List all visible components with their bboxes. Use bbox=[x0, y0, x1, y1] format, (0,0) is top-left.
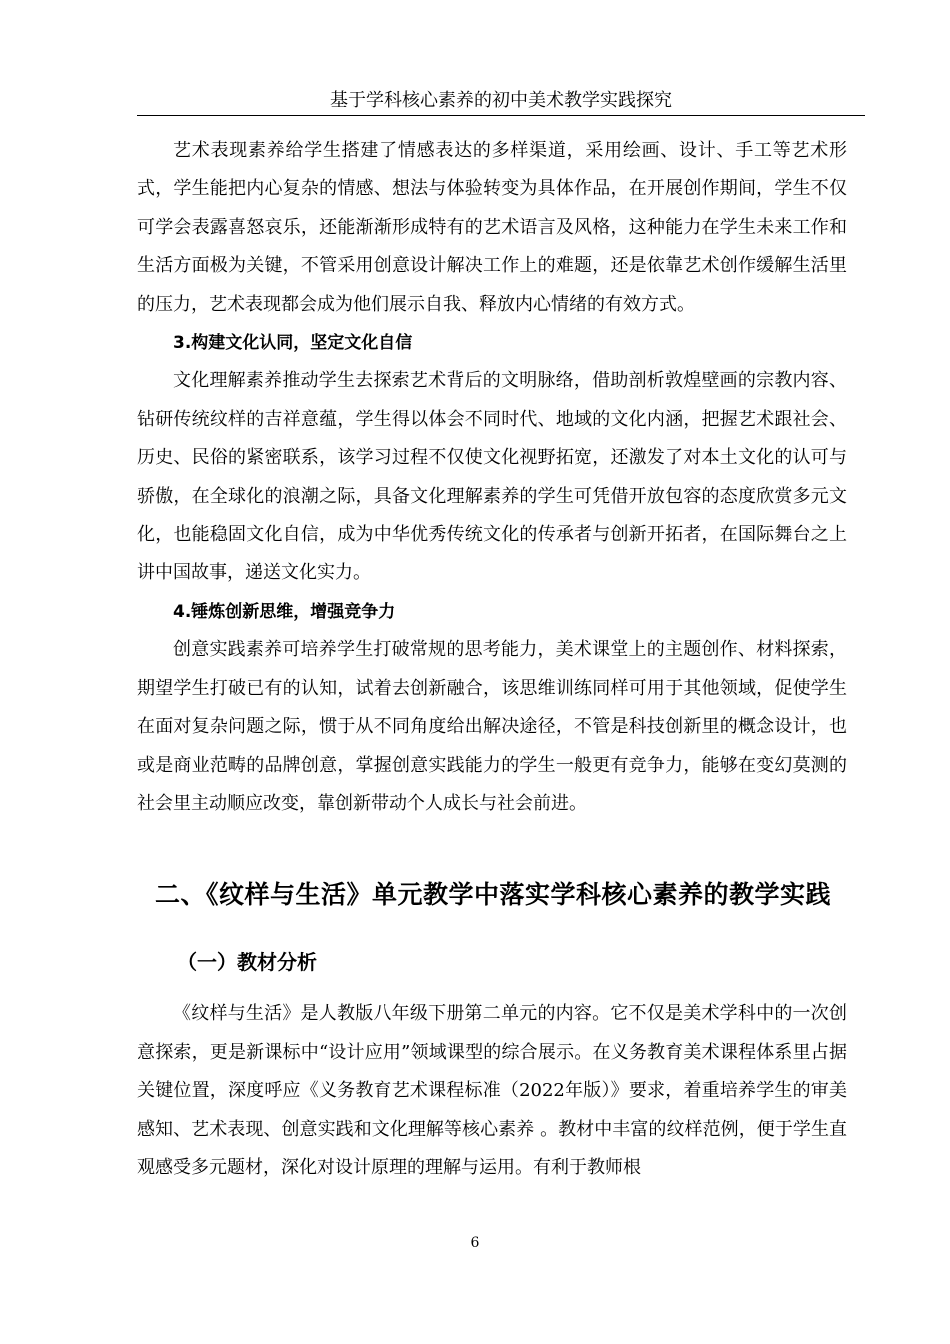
paragraph-art-expression: 艺术表现素养给学生搭建了情感表达的多样渠道，采用绘画、设计、手工等艺术形式，学生能把内心复杂的情感、想法与体验转变为具体作品，在开展创作期间，学生不仅可学会表露喜怒哀乐，还能渐渐形成特有的艺术语言及风格，这种能力在学生未来工作和生活方面极为关键，不管采用创意设计解决工作上的难题，还是依靠艺术创作缓解生活里的压力，艺术表现都会成为他们展示自我、释放内心情绪的有效方式。 bbox=[137, 140, 847, 315]
paragraph-cultural-understanding: 文化理解素养推动学生去探索艺术背后的文明脉络，借助剖析敦煌壁画的宗教内容、钻研传统纹样的吉祥意蕴，学生得以体会不同时代、地域的文化内涵，把握艺术跟社会、历史、民俗的紧密联系，该学习过程不仅使文化视野拓宽，还激发了对本土文化的认可与骄傲，在全球化的浪潮之际，具备文化理解素养的学生可凭借开放包容的态度欣赏多元文化，也能稳固文化自信，成为中华优秀传统文化的传承者与创新开拓者，在国际舞台之上讲中国故事，递送文化实力。 bbox=[137, 370, 847, 584]
paragraph-creative-practice: 创意实践素养可培养学生打破常规的思考能力，美术课堂上的主题创作、材料探索，期望学生打破已有的认知，试着去创新融合，该思维训练同样可用于其他领域，促使学生在面对复杂问题之际，惯于从不同角度给出解决途径，不管是科技创新里的概念设计，也或是商业范畴的品牌创意，掌握创意实践能力的学生一般更有竞争力，能够在变幻莫测的社会里主动顺应改变，靠创新带动个人成长与社会前进。 bbox=[137, 639, 847, 814]
subheading-cultural-identity: 3.构建文化认同，坚定文化自信 bbox=[173, 333, 413, 354]
page-content bbox=[137, 132, 847, 1187]
subsection-heading-textbook-analysis: （一）教材分析 bbox=[177, 950, 317, 975]
page-number: 6 bbox=[470, 1235, 480, 1251]
running-header: 基于学科核心素养的初中美术教学实践探究 bbox=[330, 90, 672, 111]
subheading-innovative-thinking: 4.锤炼创新思维，增强竞争力 bbox=[173, 601, 396, 622]
section-heading: 二、《纹样与生活》单元教学中落实学科核心素养的教学实践 bbox=[155, 880, 832, 910]
header-divider bbox=[137, 115, 865, 116]
paragraph-textbook-analysis: 《纹样与生活》是人教版八年级下册第二单元的内容。它不仅是美术学科中的一次创意探索，更是新课标中“设计应用”领域课型的综合展示。在义务教育美术课程体系里占据关键位置，深度呼应《义务教育艺术课程标准（2022年版）》要求，着重培养学生的审美感知、艺术表现、创意实践和文化理解等核心素养 。教材中丰富的纹样范例，便于学生直观感受多元题材，深化对设计原理的理解与运用。有利于教师根 bbox=[137, 1003, 847, 1178]
